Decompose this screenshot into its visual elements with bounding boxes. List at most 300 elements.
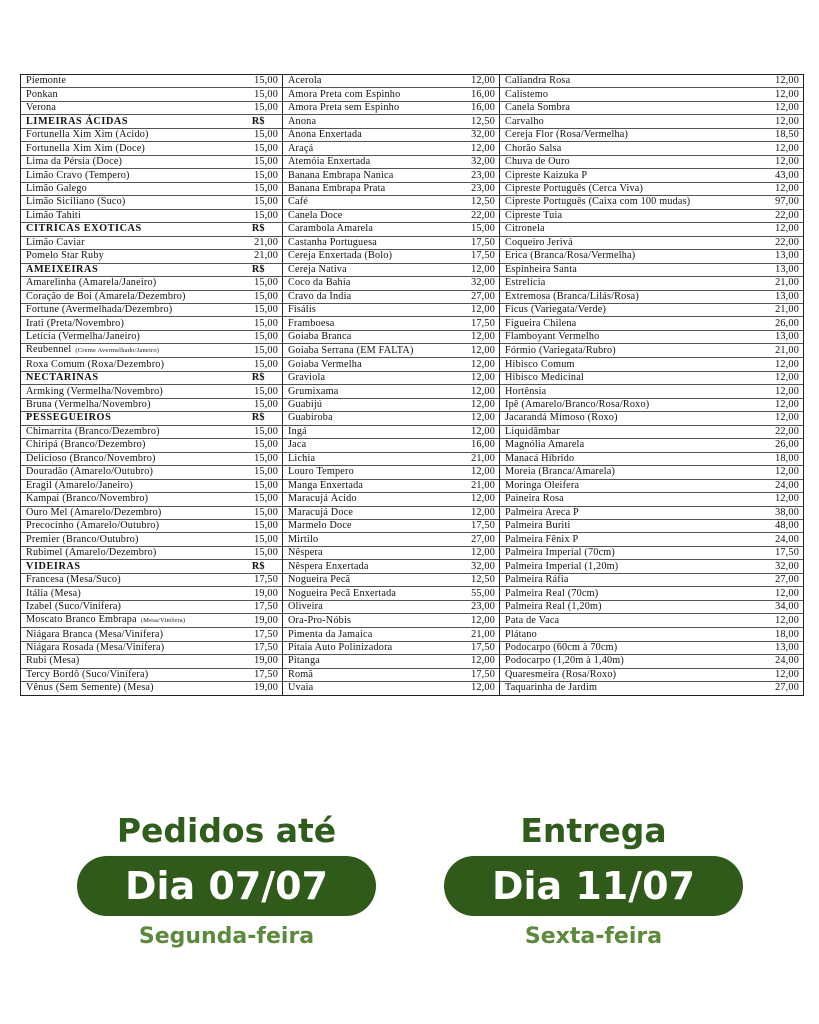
cell-text: Grumixama bbox=[288, 385, 339, 397]
table-row bbox=[21, 439, 804, 452]
cell-text: Chiripá (Branco/Dezembro) bbox=[26, 439, 146, 451]
table-row bbox=[21, 196, 804, 209]
cell-text: Marmelo Doce bbox=[288, 520, 352, 532]
table-row bbox=[21, 425, 804, 438]
cell-text: Banana Embrapa Nanica bbox=[288, 169, 394, 181]
product-name bbox=[283, 493, 459, 506]
product-price: 17,50 bbox=[235, 668, 283, 681]
product-name bbox=[500, 223, 763, 236]
product-price: 12,00 bbox=[459, 466, 500, 479]
product-price: 12,00 bbox=[763, 385, 804, 398]
product-name bbox=[283, 425, 459, 438]
price-table-body bbox=[21, 75, 804, 696]
table-row bbox=[21, 330, 804, 343]
product-name bbox=[21, 641, 235, 654]
product-price: 15,00 bbox=[235, 317, 283, 330]
cell-text: Cipreste Português (Caixa com 100 mudas) bbox=[505, 196, 691, 208]
product-name bbox=[283, 75, 459, 88]
product-price: 15,00 bbox=[235, 358, 283, 371]
product-price: 21,00 bbox=[763, 277, 804, 290]
cell-text: Delicioso (Branco/Novembro) bbox=[26, 452, 156, 464]
product-name bbox=[283, 479, 459, 492]
product-price: 27,00 bbox=[459, 533, 500, 546]
product-name bbox=[500, 371, 763, 384]
product-price: 15,00 bbox=[235, 209, 283, 222]
product-note: (Mesa/Vinífera) bbox=[140, 617, 186, 625]
order-deadline-heading: Pedidos até bbox=[116, 811, 337, 850]
product-price: 15,00 bbox=[235, 520, 283, 533]
cell-text: Amora Preta com Espinho bbox=[288, 88, 401, 100]
cell-text: Cereja Nativa bbox=[288, 263, 347, 275]
cell-text: Jacarandá Mimoso (Roxo) bbox=[505, 412, 618, 424]
cell-text: Plátano bbox=[505, 628, 537, 640]
cell-text: Oliveira bbox=[288, 601, 323, 613]
product-price: 15,00 bbox=[459, 223, 500, 236]
table-row bbox=[21, 385, 804, 398]
table-row bbox=[21, 600, 804, 613]
table-row bbox=[21, 169, 804, 182]
product-price: 12,00 bbox=[763, 75, 804, 88]
product-name bbox=[21, 142, 235, 155]
cell-text: Coqueiro Jerivá bbox=[505, 236, 573, 248]
product-name bbox=[21, 385, 235, 398]
product-price: 13,00 bbox=[763, 290, 804, 303]
product-price: 18,00 bbox=[763, 628, 804, 641]
product-name bbox=[21, 587, 235, 600]
currency-header: R$ bbox=[235, 412, 283, 425]
cell-text: Caliandra Rosa bbox=[505, 75, 571, 87]
cell-text: Rubimel (Amarelo/Dezembro) bbox=[26, 547, 157, 559]
cell-text: Hibisco Comum bbox=[505, 358, 575, 370]
product-name bbox=[21, 439, 235, 452]
delivery-weekday: Sexta-feira bbox=[524, 924, 663, 949]
product-name bbox=[283, 330, 459, 343]
cell-text: Castanha Portuguesa bbox=[288, 236, 377, 248]
cell-text: Carvalho bbox=[505, 115, 544, 127]
product-price: 32,00 bbox=[459, 155, 500, 168]
product-price: 21,00 bbox=[459, 452, 500, 465]
product-name bbox=[500, 587, 763, 600]
cell-text: Nêspera Enxertada bbox=[288, 560, 369, 572]
product-name bbox=[21, 614, 235, 628]
cell-text: NECTARINAS bbox=[26, 372, 99, 384]
product-price: 12,00 bbox=[763, 398, 804, 411]
cell-text: Palmeira Imperial (70cm) bbox=[505, 547, 616, 559]
product-price: 15,00 bbox=[235, 101, 283, 114]
cell-text: Uvaia bbox=[288, 682, 314, 694]
product-price: 21,00 bbox=[235, 236, 283, 249]
section-header bbox=[21, 223, 235, 236]
section-header bbox=[21, 412, 235, 425]
delivery-heading: Entrega bbox=[520, 811, 667, 850]
product-name bbox=[283, 250, 459, 263]
product-name bbox=[500, 533, 763, 546]
table-row bbox=[21, 344, 804, 358]
cell-text: Louro Tempero bbox=[288, 466, 354, 478]
product-price: 12,00 bbox=[763, 466, 804, 479]
cell-text: Palmeira Areca P bbox=[505, 506, 579, 518]
table-row bbox=[21, 533, 804, 546]
product-name bbox=[283, 277, 459, 290]
product-name bbox=[283, 614, 459, 628]
product-price: 15,00 bbox=[235, 277, 283, 290]
cell-text: Piemonte bbox=[26, 75, 67, 87]
product-price: 12,00 bbox=[459, 75, 500, 88]
cell-text: Verona bbox=[26, 102, 57, 114]
product-name bbox=[500, 303, 763, 316]
cell-text: Pimenta da Jamaica bbox=[288, 628, 373, 640]
product-price: 12,00 bbox=[459, 425, 500, 438]
product-price: 21,00 bbox=[459, 479, 500, 492]
cell-text: Manacá Híbrido bbox=[505, 452, 575, 464]
product-name bbox=[21, 628, 235, 641]
product-price: 17,50 bbox=[235, 573, 283, 586]
cell-text: Anona bbox=[288, 115, 317, 127]
product-price: 21,00 bbox=[459, 628, 500, 641]
section-header bbox=[21, 560, 235, 573]
table-row bbox=[21, 587, 804, 600]
product-price: 12,00 bbox=[459, 344, 500, 358]
cell-text: PESSEGUEIROS bbox=[26, 412, 112, 424]
cell-text: Pomelo Star Ruby bbox=[26, 250, 104, 262]
product-name bbox=[500, 75, 763, 88]
table-row bbox=[21, 546, 804, 559]
product-name bbox=[500, 169, 763, 182]
product-price: 17,50 bbox=[459, 668, 500, 681]
product-price: 17,50 bbox=[763, 546, 804, 559]
product-name bbox=[283, 196, 459, 209]
cell-text: Tercy Bordô (Suco/Vinífera) bbox=[26, 668, 149, 680]
product-name bbox=[21, 466, 235, 479]
cell-text: Chuva de Ouro bbox=[505, 156, 570, 168]
table-row bbox=[21, 479, 804, 492]
product-name bbox=[21, 101, 235, 114]
product-price: 12,00 bbox=[459, 546, 500, 559]
product-name bbox=[21, 655, 235, 668]
cell-text: Limão Caviar bbox=[26, 236, 85, 248]
cell-text: Roxa Comum (Roxa/Dezembro) bbox=[26, 358, 165, 370]
cell-text: Amora Preta sem Espinho bbox=[288, 102, 400, 114]
cell-text: Ponkan bbox=[26, 88, 58, 100]
product-price: 21,00 bbox=[763, 303, 804, 316]
product-price: 12,00 bbox=[459, 330, 500, 343]
product-note: (Creme Avermelhado/Janeiro) bbox=[75, 347, 160, 355]
cell-text: Ouro Mel (Amarelo/Dezembro) bbox=[26, 506, 162, 518]
product-name bbox=[21, 303, 235, 316]
table-row bbox=[21, 277, 804, 290]
cell-text: Magnólia Amarela bbox=[505, 439, 585, 451]
order-deadline-weekday: Segunda-feira bbox=[138, 924, 315, 949]
product-name bbox=[283, 385, 459, 398]
product-price: 12,50 bbox=[459, 573, 500, 586]
table-row bbox=[21, 641, 804, 654]
section-header bbox=[21, 115, 235, 128]
product-name bbox=[283, 115, 459, 128]
cell-text: Cipreste Português (Cerca Viva) bbox=[505, 182, 644, 194]
table-row bbox=[21, 142, 804, 155]
product-price: 13,00 bbox=[763, 263, 804, 276]
order-deadline-date: Dia 07/07 bbox=[77, 856, 376, 916]
product-name bbox=[21, 182, 235, 195]
product-name bbox=[283, 655, 459, 668]
product-name bbox=[21, 546, 235, 559]
product-name bbox=[21, 425, 235, 438]
cell-text: Anona Enxertada bbox=[288, 129, 362, 141]
product-price: 17,50 bbox=[235, 628, 283, 641]
product-price: 15,00 bbox=[235, 506, 283, 519]
cell-text: Fórmio (Variegata/Rubro) bbox=[505, 344, 616, 356]
product-name bbox=[500, 277, 763, 290]
cell-text: Acerola bbox=[288, 75, 322, 87]
cell-text: Premier (Branco/Outubro) bbox=[26, 533, 139, 545]
product-price: 12,00 bbox=[459, 398, 500, 411]
product-price: 15,00 bbox=[235, 385, 283, 398]
table-row bbox=[21, 668, 804, 681]
product-price: 16,00 bbox=[459, 439, 500, 452]
product-name bbox=[21, 330, 235, 343]
product-price: 17,50 bbox=[459, 641, 500, 654]
cell-text: Manga Enxertada bbox=[288, 479, 364, 491]
cell-text: Pata de Vaca bbox=[505, 614, 560, 626]
cell-text: Fortune (Avermelhada/Dezembro) bbox=[26, 304, 173, 316]
currency-header: R$ bbox=[235, 263, 283, 276]
delivery-block bbox=[444, 812, 743, 950]
table-row bbox=[21, 371, 804, 384]
product-name bbox=[500, 546, 763, 559]
delivery-date: Dia 11/07 bbox=[444, 856, 743, 916]
product-name bbox=[283, 506, 459, 519]
cell-text: Maracujá Ácido bbox=[288, 493, 357, 505]
cell-text: Mirtilo bbox=[288, 533, 319, 545]
product-price: 97,00 bbox=[763, 196, 804, 209]
table-row bbox=[21, 358, 804, 371]
product-name bbox=[500, 115, 763, 128]
product-name bbox=[500, 128, 763, 141]
cell-text: Extremosa (Branca/Lilás/Rosa) bbox=[505, 290, 639, 302]
product-name bbox=[283, 560, 459, 573]
table-row bbox=[21, 290, 804, 303]
product-price: 13,00 bbox=[763, 330, 804, 343]
product-name bbox=[283, 587, 459, 600]
product-price: 12,00 bbox=[459, 493, 500, 506]
product-name bbox=[283, 573, 459, 586]
product-name bbox=[283, 398, 459, 411]
product-name bbox=[283, 412, 459, 425]
cell-text: Banana Embrapa Prata bbox=[288, 182, 386, 194]
cell-text: Chimarrita (Branco/Dezembro) bbox=[26, 425, 160, 437]
section-header bbox=[21, 263, 235, 276]
cell-text: Ficus (Variegata/Verde) bbox=[505, 304, 607, 316]
product-price: 15,00 bbox=[235, 142, 283, 155]
product-price: 12,00 bbox=[459, 142, 500, 155]
product-price: 26,00 bbox=[763, 317, 804, 330]
cell-text: Guabiroba bbox=[288, 412, 333, 424]
product-price: 22,00 bbox=[763, 209, 804, 222]
product-name bbox=[500, 452, 763, 465]
product-name bbox=[21, 493, 235, 506]
product-name bbox=[283, 101, 459, 114]
product-name bbox=[283, 169, 459, 182]
product-name bbox=[283, 546, 459, 559]
product-name bbox=[283, 439, 459, 452]
product-price: 22,00 bbox=[763, 236, 804, 249]
product-price: 12,00 bbox=[763, 493, 804, 506]
product-price: 17,50 bbox=[459, 520, 500, 533]
cell-text: Nêspera bbox=[288, 547, 323, 559]
order-deadline-block bbox=[77, 812, 376, 950]
product-price: 12,00 bbox=[459, 614, 500, 628]
cell-text: Rubi (Mesa) bbox=[26, 655, 80, 667]
cell-text: Francesa (Mesa/Suco) bbox=[26, 574, 121, 586]
product-price: 16,00 bbox=[459, 101, 500, 114]
table-row bbox=[21, 655, 804, 668]
product-price: 12,00 bbox=[763, 182, 804, 195]
product-price: 27,00 bbox=[459, 290, 500, 303]
table-row bbox=[21, 128, 804, 141]
product-price: 24,00 bbox=[763, 655, 804, 668]
currency-header: R$ bbox=[235, 223, 283, 236]
cell-text: Cipreste Kaizuka P bbox=[505, 169, 588, 181]
product-price: 12,00 bbox=[763, 412, 804, 425]
product-name bbox=[500, 142, 763, 155]
cell-text: Precocinho (Amarelo/Outubro) bbox=[26, 520, 160, 532]
product-price: 12,00 bbox=[763, 223, 804, 236]
product-price: 16,00 bbox=[459, 88, 500, 101]
product-price: 15,00 bbox=[235, 330, 283, 343]
product-price: 12,00 bbox=[763, 155, 804, 168]
cell-text: Ipê (Amarelo/Branco/Rosa/Roxo) bbox=[505, 399, 650, 411]
product-name bbox=[500, 479, 763, 492]
cell-text: Atemóia Enxertada bbox=[288, 156, 371, 168]
product-price: 15,00 bbox=[235, 493, 283, 506]
product-price: 21,00 bbox=[763, 344, 804, 358]
product-name bbox=[21, 506, 235, 519]
cell-text: Palmeira Real (70cm) bbox=[505, 587, 599, 599]
product-name bbox=[21, 196, 235, 209]
cell-text: Hortênsia bbox=[505, 385, 547, 397]
product-name bbox=[21, 155, 235, 168]
product-price: 15,00 bbox=[235, 169, 283, 182]
product-price: 32,00 bbox=[459, 277, 500, 290]
product-name bbox=[283, 371, 459, 384]
product-name bbox=[21, 317, 235, 330]
cell-text: Limão Tahiti bbox=[26, 209, 81, 221]
product-name bbox=[283, 344, 459, 358]
product-price: 17,50 bbox=[459, 317, 500, 330]
product-name bbox=[500, 668, 763, 681]
product-name bbox=[21, 128, 235, 141]
table-row bbox=[21, 263, 804, 276]
product-name bbox=[500, 88, 763, 101]
table-row bbox=[21, 520, 804, 533]
cell-text: Limão Siciliano (Suco) bbox=[26, 196, 126, 208]
product-price: 13,00 bbox=[763, 250, 804, 263]
product-name bbox=[500, 196, 763, 209]
product-price: 23,00 bbox=[459, 182, 500, 195]
cell-text: Erica (Branca/Rosa/Vermelha) bbox=[505, 250, 636, 262]
product-name bbox=[283, 533, 459, 546]
product-name bbox=[21, 250, 235, 263]
table-row bbox=[21, 466, 804, 479]
cell-text: Lichia bbox=[288, 452, 316, 464]
product-price: 32,00 bbox=[763, 560, 804, 573]
cell-text: Cipreste Tuia bbox=[505, 209, 563, 221]
currency-header: R$ bbox=[235, 560, 283, 573]
product-name bbox=[21, 452, 235, 465]
cell-text: Reubennel bbox=[26, 344, 72, 356]
product-name bbox=[283, 209, 459, 222]
cell-text: Palmeira Fênix P bbox=[505, 533, 579, 545]
cell-text: Limão Cravo (Tempero) bbox=[26, 169, 130, 181]
product-price: 23,00 bbox=[459, 600, 500, 613]
product-price: 22,00 bbox=[763, 425, 804, 438]
product-name bbox=[283, 142, 459, 155]
cell-text: Paineira Rosa bbox=[505, 493, 564, 505]
cell-text: Pitaia Auto Polinizadora bbox=[288, 641, 393, 653]
table-row bbox=[21, 155, 804, 168]
cell-text: Romã bbox=[288, 668, 314, 680]
table-row bbox=[21, 560, 804, 573]
product-price: 12,00 bbox=[459, 358, 500, 371]
product-price: 13,00 bbox=[763, 641, 804, 654]
product-price: 15,00 bbox=[235, 196, 283, 209]
cell-text: CITRÍCAS EXÓTICAS bbox=[26, 223, 142, 235]
product-name bbox=[283, 600, 459, 613]
product-price: 15,00 bbox=[235, 546, 283, 559]
cell-text: Jaca bbox=[288, 439, 307, 451]
table-row bbox=[21, 88, 804, 101]
product-price: 32,00 bbox=[459, 560, 500, 573]
cell-text: Eragil (Amarelo/Janeiro) bbox=[26, 479, 133, 491]
product-name bbox=[500, 385, 763, 398]
product-name bbox=[283, 290, 459, 303]
cell-text: Amarelinha (Amarela/Janeiro) bbox=[26, 277, 157, 289]
product-name bbox=[500, 290, 763, 303]
product-name bbox=[500, 209, 763, 222]
cell-text: Pitanga bbox=[288, 655, 320, 667]
product-name bbox=[21, 277, 235, 290]
cell-text: Flamboyant Vermelho bbox=[505, 331, 600, 343]
product-name bbox=[500, 250, 763, 263]
product-price: 12,00 bbox=[763, 115, 804, 128]
product-price: 19,00 bbox=[235, 614, 283, 628]
product-name bbox=[21, 682, 235, 695]
cell-text: Goiaba Serrana (EM FALTA) bbox=[288, 344, 414, 356]
table-row bbox=[21, 223, 804, 236]
product-name bbox=[283, 128, 459, 141]
product-price: 12,00 bbox=[459, 371, 500, 384]
product-price: 17,50 bbox=[459, 236, 500, 249]
cell-text: Araçá bbox=[288, 142, 314, 154]
table-row bbox=[21, 398, 804, 411]
table-row bbox=[21, 101, 804, 114]
product-price: 12,00 bbox=[459, 682, 500, 695]
product-name bbox=[283, 223, 459, 236]
product-name bbox=[500, 655, 763, 668]
product-name bbox=[500, 682, 763, 695]
cell-text: Carambola Amarela bbox=[288, 223, 374, 235]
cell-text: Liquidâmbar bbox=[505, 425, 560, 437]
cell-text: Hibisco Medicinal bbox=[505, 372, 584, 384]
product-price: 15,00 bbox=[235, 75, 283, 88]
product-price: 17,50 bbox=[235, 641, 283, 654]
table-row bbox=[21, 506, 804, 519]
cell-text: Citronela bbox=[505, 223, 545, 235]
product-name bbox=[283, 236, 459, 249]
product-price: 24,00 bbox=[763, 479, 804, 492]
product-price: 38,00 bbox=[763, 506, 804, 519]
product-price: 21,00 bbox=[235, 250, 283, 263]
